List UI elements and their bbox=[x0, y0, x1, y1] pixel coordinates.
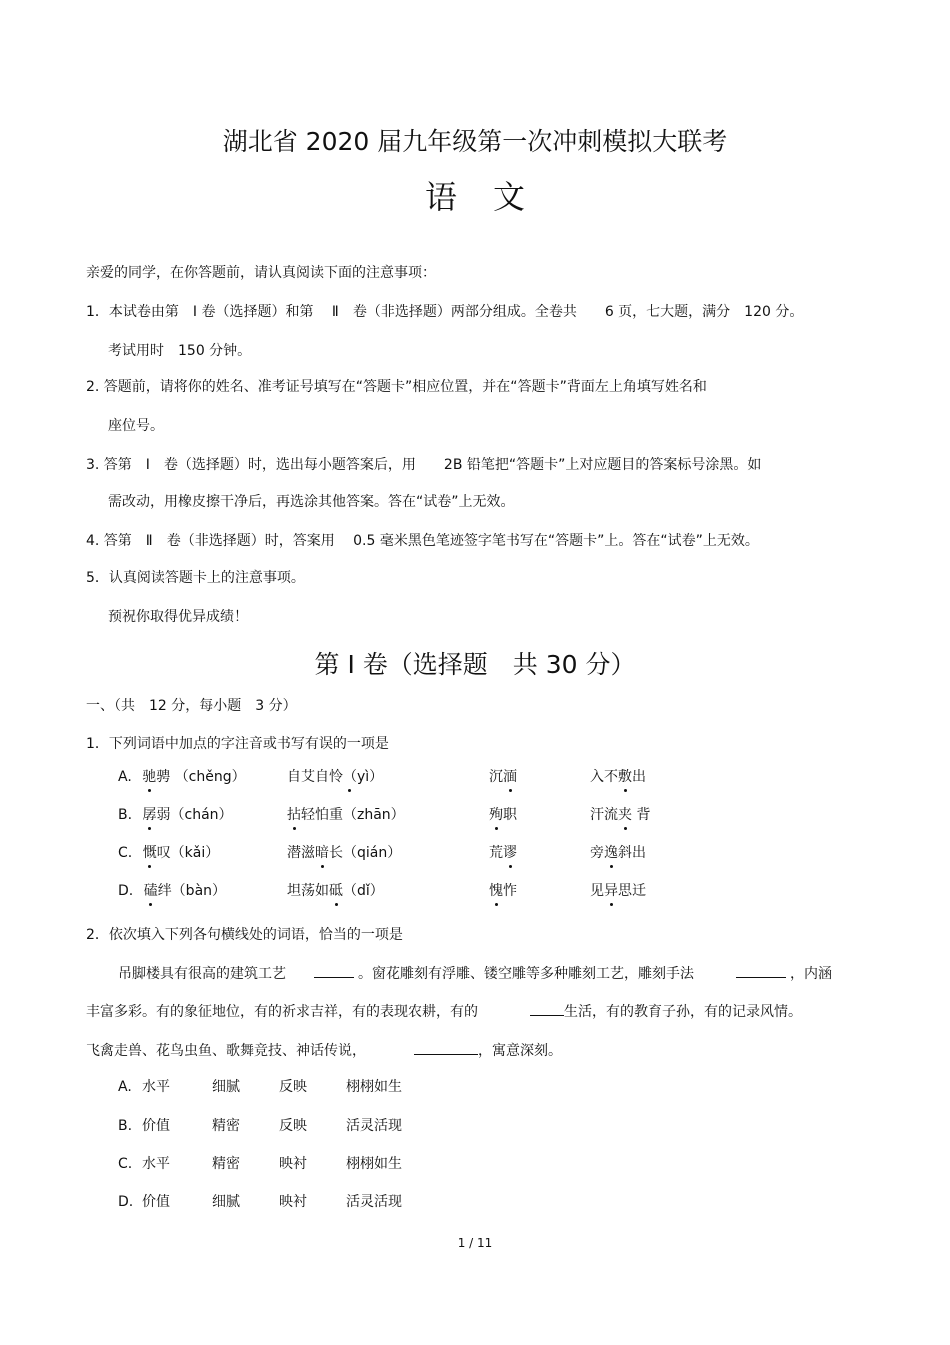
option-letter: C. bbox=[118, 845, 133, 861]
q1-option-c-word-4: 旁逸斜出 bbox=[590, 845, 646, 861]
notice-item-5: 5．认真阅读答题卡上的注意事项。 bbox=[86, 570, 305, 586]
q1-option-a-word-4: 入不敷出 bbox=[590, 769, 646, 785]
page-number: 1 / 11 bbox=[457, 1236, 493, 1250]
notice-item-4: 4. 答第 Ⅱ 卷（非选择题）时，答案用 0.5 毫米黑色笔迹签字笔书写在“答题卡”上。答在“试卷”上无效。 bbox=[86, 533, 759, 549]
option-a-word-1: 驰骋 （chěng） bbox=[142, 769, 246, 785]
q1-option-b-word-2: 拈轻怕重（zhān） bbox=[287, 807, 405, 823]
question-1-stem: 1．下列词语中加点的字注音或书写有误的一项是 bbox=[86, 736, 389, 752]
section-title: 第 Ⅰ 卷（选择题 共 30 分） bbox=[314, 650, 636, 679]
notice-intro: 亲爱的同学，在你答题前，请认真阅读下面的注意事项： bbox=[86, 265, 436, 281]
q2-option-a: A. 水平 细腻 反映 栩栩如生 bbox=[118, 1079, 402, 1095]
q1-option-d: D. 磕绊（bàn） bbox=[118, 883, 227, 899]
q1-option-c-word-2: 潜滋暗长（qián） bbox=[287, 845, 402, 861]
q2-option-b: B. 价值 精密 反映 活灵活现 bbox=[118, 1118, 402, 1134]
q1-option-a-word-2: 自艾自怜（yì） bbox=[287, 769, 384, 785]
part-heading: 一、（共 12 分，每小题 3 分） bbox=[86, 698, 297, 714]
notice-item-2: 2. 答题前，请将你的姓名、准考证号填写在“答题卡”相应位置，并在“答题卡”背面左上角填写姓名和 bbox=[86, 379, 707, 395]
q1-option-a-word-3: 沉湎 bbox=[489, 769, 517, 785]
option-letter: A. bbox=[118, 769, 132, 785]
notice-item-3-cont: 需改动，用橡皮擦干净后，再选涂其他答案。答在“试卷”上无效。 bbox=[108, 494, 515, 510]
notice-item-3: 3. 答第 Ⅰ 卷（选择题）时，选出每小题答案后，用 2B 铅笔把“答题卡”上对应题目的答案标号涂黑。如 bbox=[86, 457, 762, 473]
q2-passage-line-1: 吊脚楼具有很高的建筑工艺 。窗花雕刻有浮雕、镂空雕等多种雕刻工艺，雕刻手法 ，内涵 bbox=[118, 963, 832, 984]
q2-passage-line-2: 丰富多彩。有的象征地位，有的祈求吉祥，有的表现农耕，有的 生活，有的教育子孙，有的记录风情。 bbox=[86, 1001, 802, 1022]
fill-blank-4 bbox=[414, 1040, 478, 1055]
notice-item-1: 1．本试卷由第 Ⅰ 卷（选择题）和第 Ⅱ 卷（非选择题）两部分组成。全卷共 6 页，七大题，满分 120 分。 bbox=[86, 304, 804, 320]
option-letter: B. bbox=[118, 807, 133, 823]
option-letter: D. bbox=[118, 883, 134, 899]
q1-option-b-word-3: 殉职 bbox=[489, 807, 517, 823]
q1-option-d-word-4: 见异思迁 bbox=[590, 883, 646, 899]
q1-option-b-word-4: 汗流夹 背 bbox=[590, 807, 651, 823]
q1-option-d-word-2: 坦荡如砥（dǐ） bbox=[287, 883, 384, 899]
q2-passage-line-3: 飞禽走兽、花鸟虫鱼、歌舞竞技、神话传说， ，寓意深刻。 bbox=[86, 1040, 562, 1061]
fill-blank-1 bbox=[314, 963, 354, 978]
notice-item-2-cont: 座位号。 bbox=[108, 418, 164, 434]
fill-blank-3 bbox=[530, 1001, 564, 1016]
q1-option-c: C. 慨叹（kǎi） bbox=[118, 845, 220, 861]
subject-title: 语文 bbox=[424, 178, 561, 216]
fill-blank-2 bbox=[736, 963, 786, 978]
q1-option-d-word-3: 愧怍 bbox=[489, 883, 517, 899]
q2-option-d: D. 价值 细腻 映衬 活灵活现 bbox=[118, 1194, 402, 1210]
question-2-stem: 2．依次填入下列各句横线处的词语，恰当的一项是 bbox=[86, 927, 403, 943]
notice-wish: 预祝你取得优异成绩！ bbox=[108, 609, 248, 625]
q1-option-c-word-3: 荒谬 bbox=[489, 845, 517, 861]
q1-option-b: B. 孱弱（chán） bbox=[118, 807, 233, 823]
notice-item-1-cont: 考试用时 150 分钟。 bbox=[108, 343, 252, 359]
q2-option-c: C. 水平 精密 映衬 栩栩如生 bbox=[118, 1156, 402, 1172]
q1-option-a bbox=[118, 767, 246, 787]
exam-title: 湖北省 2020 届九年级第一次冲刺模拟大联考 bbox=[222, 127, 728, 156]
